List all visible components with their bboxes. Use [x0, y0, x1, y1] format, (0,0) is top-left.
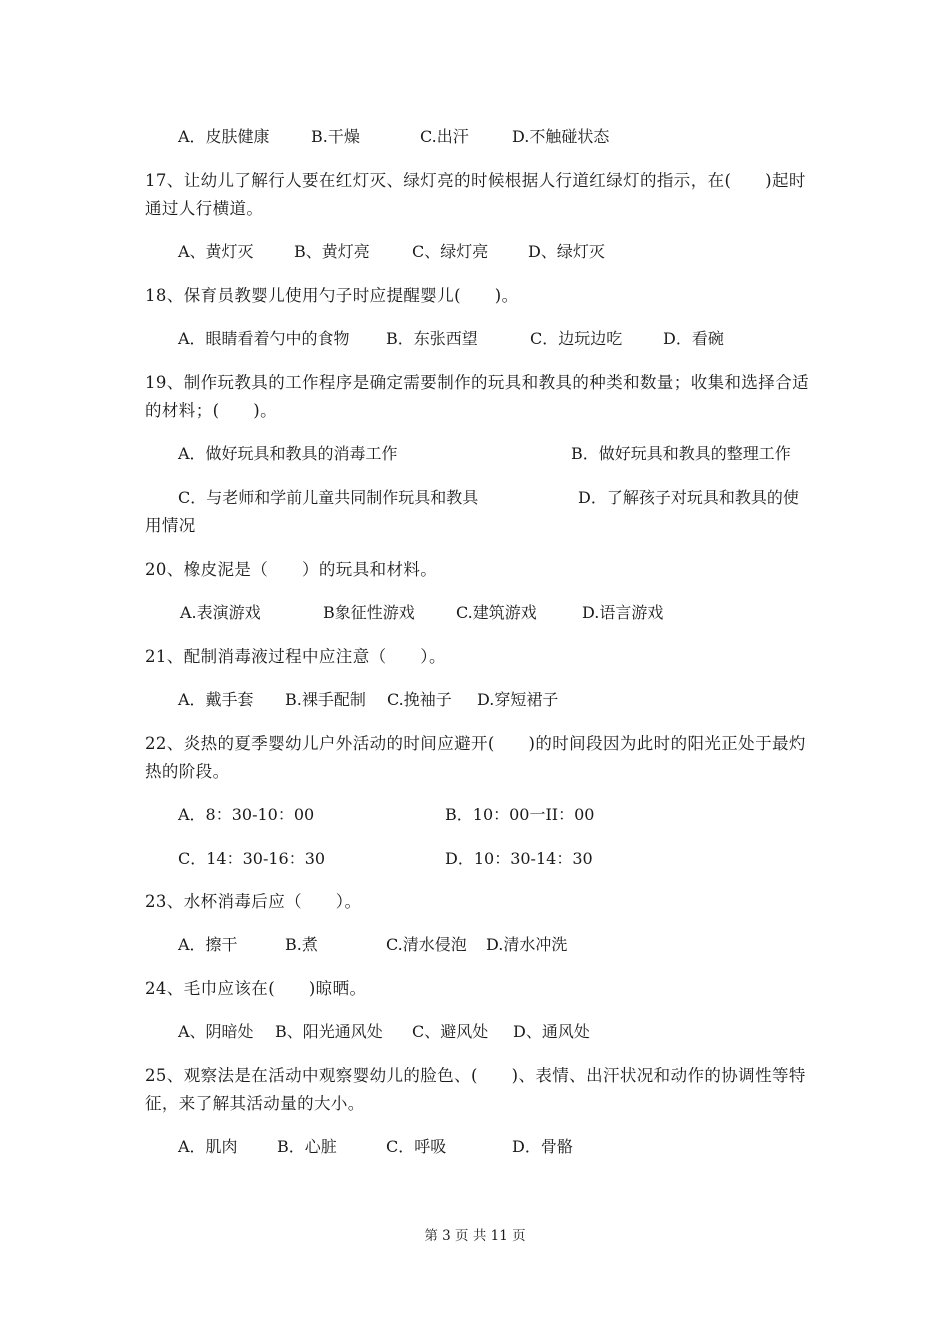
q25-option-b: B．心脏 [277, 1137, 337, 1156]
q21-option-a: A．戴手套 [178, 690, 254, 709]
q25-option-d: D．骨骼 [512, 1137, 573, 1156]
q16-option-c: C.出汗 [420, 127, 469, 146]
q23-option-c: C.清水侵泡 [386, 935, 467, 954]
q22-option-c: C．14：30-16：30 [178, 849, 326, 868]
q22-option-d: D．10：30-14：30 [445, 849, 593, 868]
q17-question: 17、让幼儿了解行人要在红灯灭、绿灯亮的时候根据人行道红绿灯的指示，在( )起时 [145, 171, 806, 190]
q22-option-a: A．8：30-10：00 [178, 805, 315, 824]
q22-option-b: B．10：00一II：00 [445, 805, 595, 824]
q21-option-b: B.裸手配制 [285, 690, 366, 709]
q17-option-a: A、黄灯灭 [178, 242, 254, 261]
q25-option-c: C．呼吸 [386, 1137, 447, 1156]
q17-option-d: D、绿灯灭 [528, 242, 605, 261]
q24-option-c: C、避风处 [412, 1022, 489, 1041]
q18-option-c: C．边玩边吃 [530, 329, 623, 348]
q19-option-d-cont: 用情况 [145, 516, 196, 535]
q18-option-b: B．东张西望 [386, 329, 478, 348]
q25-question: 25、观察法是在活动中观察婴幼儿的脸色、( )、表情、出汗状况和动作的协调性等特 [145, 1066, 806, 1085]
q22-question: 22、炎热的夏季婴幼儿户外活动的时间应避开( )的时间段因为此时的阳光正处于最灼 [145, 734, 806, 753]
q23-option-d: D.清水冲洗 [486, 935, 568, 954]
page-number-footer: 第 3 页 共 11 页 [424, 1228, 526, 1244]
q25-option-a: A．肌肉 [178, 1137, 238, 1156]
q21-option-c: C.挽袖子 [387, 690, 452, 709]
q22-question-cont: 热的阶段。 [145, 762, 230, 781]
q24-option-b: B、阳光通风处 [275, 1022, 383, 1041]
q23-question: 23、水杯消毒后应（ ）。 [145, 892, 362, 911]
q21-question: 21、配制消毒液过程中应注意（ ）。 [145, 647, 446, 666]
q23-option-b: B.煮 [285, 935, 318, 954]
q18-option-a: A．眼睛看着勺中的食物 [178, 329, 350, 348]
q21-option-d: D.穿短裙子 [477, 690, 559, 709]
q19-option-b: B．做好玩具和教具的整理工作 [571, 444, 791, 463]
q25-question-cont: 征，来了解其活动量的大小。 [145, 1094, 365, 1113]
q24-question: 24、毛巾应该在( )晾晒。 [145, 979, 367, 998]
q19-option-a: A．做好玩具和教具的消毒工作 [178, 444, 398, 463]
q17-option-b: B、黄灯亮 [294, 242, 370, 261]
q18-option-d: D．看碗 [663, 329, 724, 348]
q19-question: 19、制作玩教具的工作程序是确定需要制作的玩具和教具的种类和数量；收集和选择合适 [145, 373, 809, 392]
q17-option-c: C、绿灯亮 [412, 242, 489, 261]
q20-option-a: A.表演游戏 [180, 603, 261, 622]
q16-option-d: D.不触碰状态 [512, 127, 610, 146]
q20-option-b: B象征性游戏 [323, 603, 415, 622]
q23-option-a: A．擦干 [178, 935, 238, 954]
q16-option-b: B.干燥 [311, 127, 360, 146]
q18-question: 18、保育员教婴儿使用勺子时应提醒婴儿( )。 [145, 286, 519, 305]
q16-option-a: A．皮肤健康 [178, 127, 270, 146]
q19-option-d: D．了解孩子对玩具和教具的使 [578, 488, 799, 507]
q20-option-d: D.语言游戏 [582, 603, 664, 622]
q20-question: 20、橡皮泥是（ ）的玩具和材料。 [145, 560, 438, 579]
q20-option-c: C.建筑游戏 [456, 603, 537, 622]
q19-option-c: C．与老师和学前儿童共同制作玩具和教具 [178, 488, 479, 507]
q24-option-a: A、阴暗处 [178, 1022, 254, 1041]
q24-option-d: D、通风处 [513, 1022, 590, 1041]
q19-question-cont: 的材料；( )。 [145, 401, 277, 420]
q17-question-cont: 通过人行横道。 [145, 199, 264, 218]
